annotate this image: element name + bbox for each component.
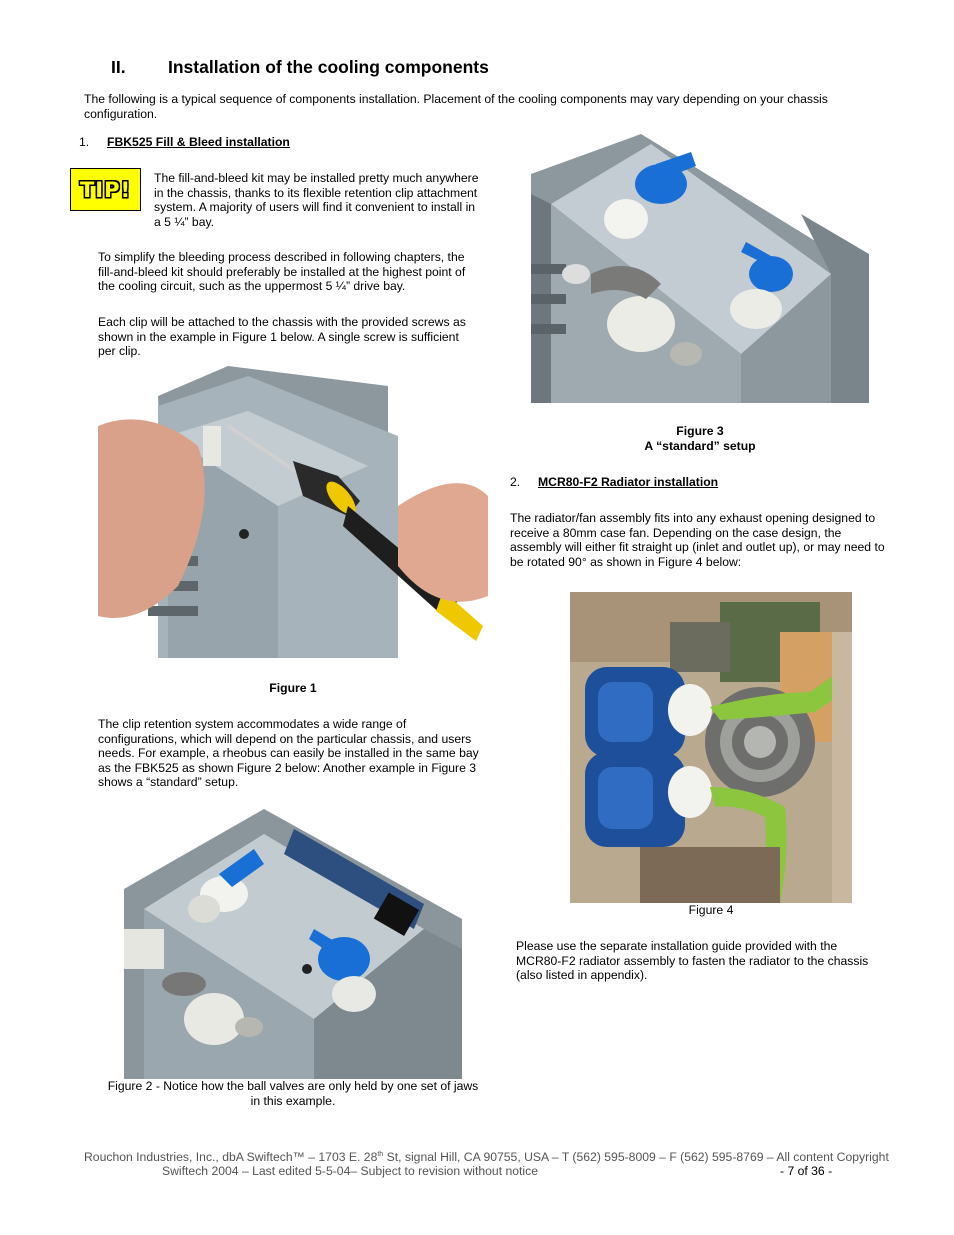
- paragraph-line: Please use the separate installation guide provided with the: [516, 939, 838, 953]
- figure2-caption-line: in this example.: [250, 1093, 336, 1108]
- footer-superscript: th: [377, 1150, 384, 1158]
- paragraph-line: per clip.: [98, 344, 141, 359]
- section-number: II.: [111, 57, 126, 77]
- footer-text: Rouchon Industries, Inc., dbA Swiftech™ – 1703 E. 28: [84, 1150, 378, 1164]
- paragraph-line: the cooling circuit, such as the uppermost 5 ¼” drive bay.: [98, 279, 406, 294]
- tip-paragraph: [154, 171, 494, 229]
- tip-line: in the chassis, thanks to its flexible retention clip attachment: [154, 185, 478, 200]
- figure3-illustration: [531, 134, 869, 403]
- intro-line: The following is a typical sequence of components installation. Placement of the cooling components may vary depending on your chassis: [84, 92, 828, 106]
- figure3-caption: [531, 424, 869, 453]
- paragraph-line: Each clip will be attached to the chassis with the provided screws as: [98, 315, 466, 329]
- footer-text: St, signal Hill, CA 90755, USA – T (562) 595-8009 – F (562) 595-8769 – All content Copyright: [383, 1150, 889, 1164]
- clip-paragraph: [98, 315, 488, 359]
- paragraph-line: assembly will either fit straight up (inlet and outlet up), or may need to: [510, 540, 885, 555]
- figure2-illustration: [124, 809, 462, 1079]
- figure3-caption-line: A “standard” setup: [644, 438, 756, 453]
- figure4-caption: Figure 4: [688, 903, 734, 917]
- section-title: Installation of the cooling components: [168, 57, 489, 77]
- figure2-caption-line: Figure 2 - Notice how the ball valves are only held by one set of jaws: [107, 1079, 479, 1093]
- intro-line: configuration.: [84, 106, 158, 121]
- tip-label: TIP!: [79, 177, 132, 202]
- figure2-photo: [124, 809, 462, 1079]
- figure2-caption: [98, 1079, 488, 1108]
- paragraph-line: (also listed in appendix).: [516, 968, 648, 983]
- intro-paragraph: [84, 92, 828, 121]
- footer-line2: Swiftech 2004 – Last edited 5-5-04– Subject to revision without notice: [162, 1164, 539, 1178]
- page-number: - 7 of 36 -: [780, 1164, 833, 1178]
- paragraph-line: fill-and-bleed kit should preferably be installed at the highest point of: [98, 264, 466, 279]
- tip-line: The fill-and-bleed kit may be installed pretty much anywhere: [154, 171, 479, 185]
- step1-title: FBK525 Fill & Bleed installation: [107, 135, 290, 149]
- figure1-caption: Figure 1: [269, 681, 317, 695]
- paragraph-line: needs. For example, a rheobus can easily be installed in the same bay: [98, 746, 479, 761]
- radiator-paragraph: [510, 511, 910, 569]
- figure3-photo: [531, 134, 869, 403]
- figure3-caption-line: Figure 3: [676, 424, 724, 438]
- paragraph-line: The clip retention system accommodates a wide range of: [98, 717, 407, 731]
- tip-badge: [70, 168, 141, 211]
- paragraph-line: shows a “standard” setup.: [98, 775, 239, 790]
- paragraph-line: receive a 80mm case fan. Depending on the case design, the: [510, 525, 842, 540]
- paragraph-line: MCR80-F2 radiator assembly to fasten the radiator to the chassis: [516, 953, 869, 968]
- paragraph-line: To simplify the bleeding process described in following chapters, the: [98, 250, 465, 264]
- step2-title: MCR80-F2 Radiator installation: [538, 475, 719, 489]
- guide-paragraph: [516, 939, 906, 983]
- paragraph-line: configurations, which will depend on the particular chassis, and users: [98, 731, 472, 746]
- paragraph-line: be rotated 90° as shown in Figure 4 below:: [510, 554, 742, 569]
- tip-line: system. A majority of users will find it convenient to install in: [154, 200, 476, 215]
- footer-line1: [84, 1150, 889, 1165]
- figure4-photo: [570, 592, 852, 903]
- step2-number: 2.: [510, 475, 521, 489]
- figure4-illustration: [570, 592, 852, 903]
- step1-number: 1.: [79, 135, 90, 149]
- paragraph-line: shown in the example in Figure 1 below. A single screw is sufficient: [98, 329, 459, 344]
- figure1-photo: [98, 366, 488, 658]
- figure1-illustration: [98, 366, 488, 658]
- retention-paragraph: [98, 717, 493, 790]
- paragraph-line: The radiator/fan assembly fits into any exhaust opening designed to: [510, 511, 876, 525]
- highest-point-paragraph: [98, 250, 488, 294]
- tip-line: a 5 ¼” bay.: [154, 214, 215, 229]
- paragraph-line: as the FBK525 as shown Figure 2 below: Another example in Figure 3: [98, 760, 477, 775]
